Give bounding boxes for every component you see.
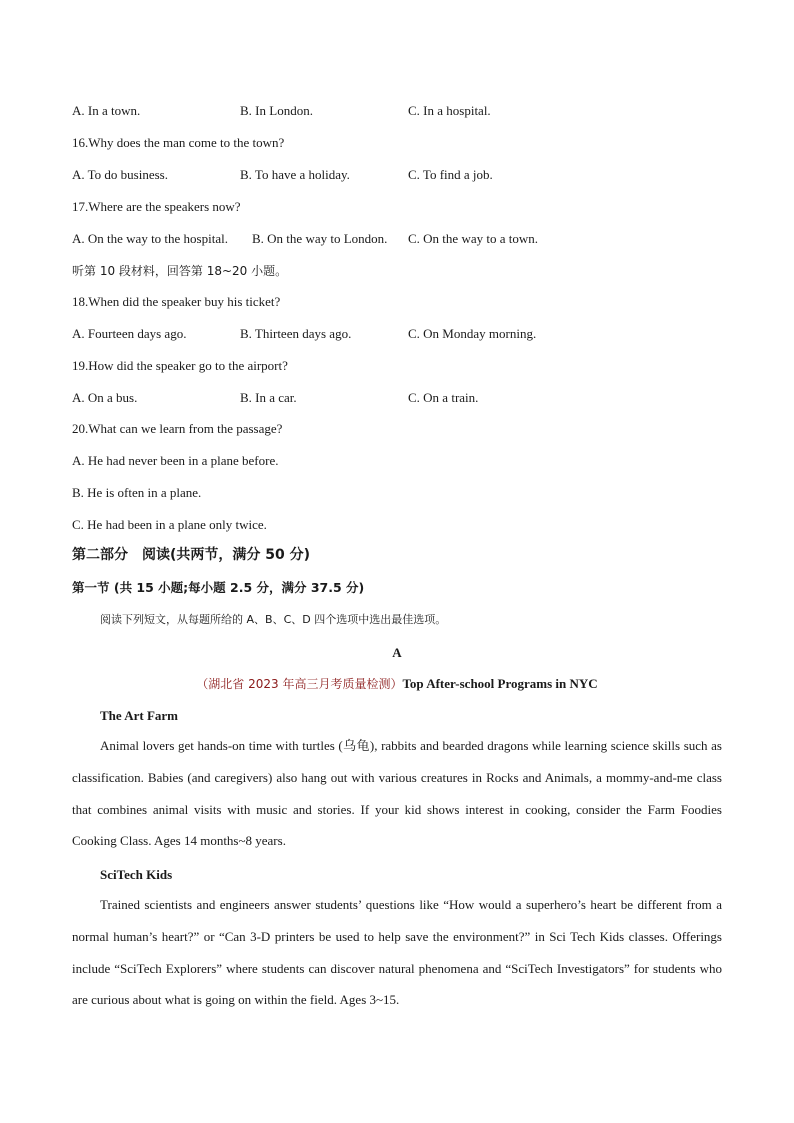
passage-letter: A bbox=[392, 645, 402, 660]
art-farm-heading: The Art Farm bbox=[100, 708, 178, 723]
q17-option-c: C. On the way to a town. bbox=[408, 231, 538, 246]
q16-option-a: A. To do business. bbox=[72, 167, 168, 182]
q15-option-b: B. In London. bbox=[240, 103, 313, 118]
passage-title: Top After-school Programs in NYC bbox=[402, 676, 598, 691]
section1-heading: 第一节 (共 15 小题;每小题 2.5 分，满分 37.5 分) bbox=[72, 580, 365, 595]
q15-option-c: C. In a hospital. bbox=[408, 103, 491, 118]
part2-heading: 第二部分 阅读(共两节，满分 50 分) bbox=[72, 547, 311, 563]
q18-option-b: B. Thirteen days ago. bbox=[240, 326, 352, 341]
q16-option-b: B. To have a holiday. bbox=[240, 167, 350, 182]
q20-question: 20.What can we learn from the passage? bbox=[72, 421, 283, 436]
reading-instruction: 阅读下列短文，从每题所给的 A、B、C、D 四个选项中选出最佳选项。 bbox=[100, 613, 447, 626]
q18-option-a: A. Fourteen days ago. bbox=[72, 326, 187, 341]
q20-option-a: A. He had never been in a plane before. bbox=[72, 453, 279, 468]
q19-question: 19.How did the speaker go to the airport? bbox=[72, 358, 288, 373]
q20-option-b: B. He is often in a plane. bbox=[72, 485, 202, 500]
q17-option-b: B. On the way to London. bbox=[252, 231, 388, 246]
material-10-instruction: 听第 10 段材料，回答第 18~20 小题。 bbox=[72, 264, 288, 278]
q20-option-c: C. He had been in a plane only twice. bbox=[72, 517, 267, 532]
q15-option-a: A. In a town. bbox=[72, 103, 141, 118]
q17-question: 17.Where are the speakers now? bbox=[72, 199, 241, 214]
q16-question: 16.Why does the man come to the town? bbox=[72, 135, 285, 150]
q19-option-c: C. On a train. bbox=[408, 390, 479, 405]
q18-question: 18.When did the speaker buy his ticket? bbox=[72, 294, 281, 309]
q19-option-b: B. In a car. bbox=[240, 390, 297, 405]
q19-option-a: A. On a bus. bbox=[72, 390, 138, 405]
q17-option-a: A. On the way to the hospital. bbox=[72, 231, 228, 246]
passage-title-line bbox=[72, 676, 722, 692]
art-farm-paragraph: Animal lovers get hands-on time with turtles (乌龟), rabbits and bearded dragons while learning science skills such as classification. Babies (and caregivers) also hang out with various creatures in Rocks and Animals, a mommy-and-me class that combines animal visits with music and stories. If your kid shows interest in cooking, consider the Farm Foodies Cooking Class. Ages 14 months~8 years. bbox=[72, 738, 722, 849]
q18-option-c: C. On Monday morning. bbox=[408, 326, 537, 341]
scitech-paragraph: Trained scientists and engineers answer students’ questions like “How would a superhero’s heart be different from a normal human’s heart?” or “Can 3-D printers be used to help save the environment?” in Sci Tech Kids classes. Offerings include “SciTech Explorers” where students can discover natural phenomena and “SciTech Investigators” for students who are curious about what is going on within the field. Ages 3~15. bbox=[72, 897, 722, 1008]
scitech-heading: SciTech Kids bbox=[100, 867, 173, 882]
q16-option-c: C. To find a job. bbox=[408, 167, 493, 182]
passage-source: （湖北省 2023 年高三月考质量检测） bbox=[196, 677, 403, 691]
